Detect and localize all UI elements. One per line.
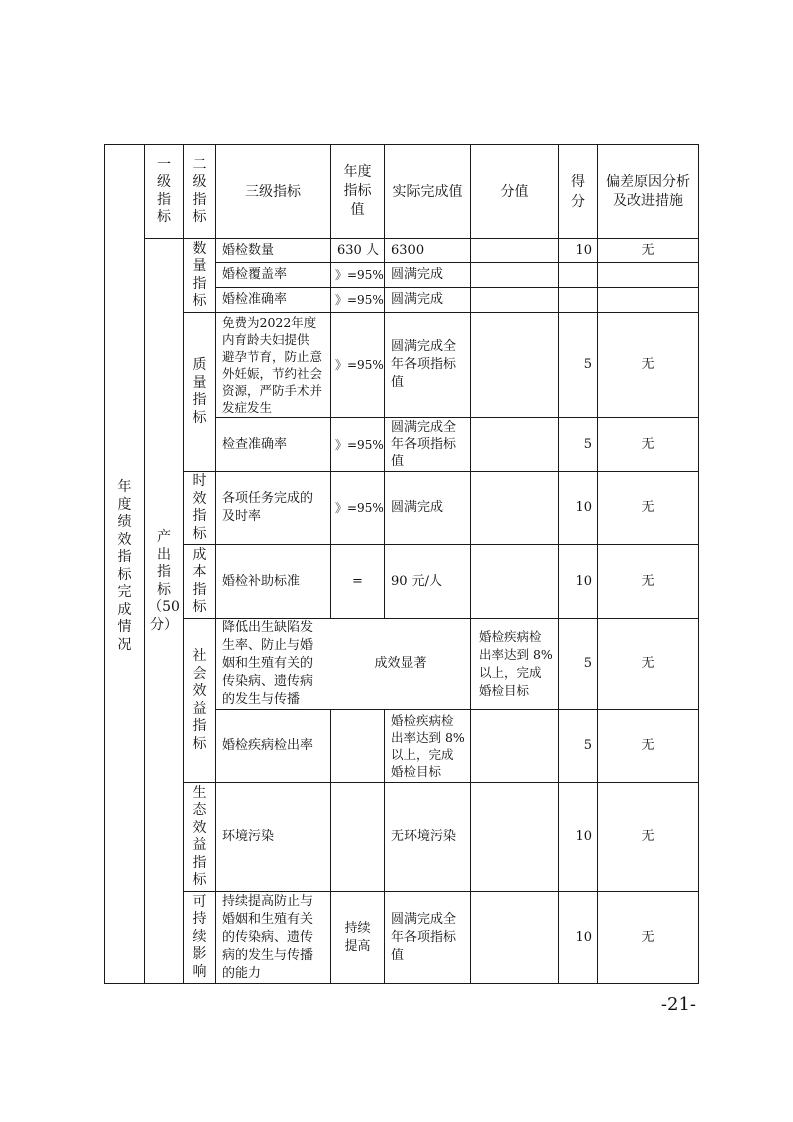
row-analysis: 无 — [641, 436, 655, 452]
row-actual-value: 圆满完成 — [391, 500, 444, 515]
row-target-value: 》=95% — [335, 268, 384, 282]
row-analysis: 无 — [641, 738, 655, 753]
row-score: 10 — [575, 500, 592, 515]
row-target-value: 630 人 — [337, 242, 379, 258]
row-score: 5 — [583, 357, 592, 372]
row-score: 5 — [583, 738, 592, 753]
row-level3-indicator: 降低出生缺陷发 生率、防止与婚 姻和生殖有关的 传染病、遗传病 的发生与传播 — [222, 620, 314, 707]
row-analysis: 无 — [641, 500, 655, 515]
group-label-cost: 成 本 指 标 — [192, 546, 207, 615]
row-analysis: 无 — [641, 829, 655, 844]
row-score: 10 — [575, 829, 592, 844]
row-actual-value: 6300 — [391, 242, 425, 258]
row-actual-value: 无环境污染 — [391, 829, 457, 844]
group-label-social-benefit: 社 会 效 益 指 标 — [192, 648, 207, 752]
header-score-value: 分值 — [500, 183, 529, 200]
page-number: -21- — [660, 994, 696, 1015]
header-target-value: 年度 指标 值 — [343, 164, 372, 218]
section-label: 年 度 绩 效 指 标 完 成 情 况 — [117, 479, 132, 653]
row-level3-indicator: 婚检覆盖率 — [222, 267, 288, 282]
group-label-sustainability: 可 持 续 影 响 — [192, 893, 207, 980]
row-score: 10 — [575, 929, 592, 945]
header-analysis: 偏差原因分析 及改进措施 — [606, 173, 690, 209]
row-target-value: 》=95% — [335, 501, 384, 515]
row-level3-indicator: 婚检疾病检出率 — [222, 738, 314, 753]
row-score: 10 — [575, 242, 592, 258]
header-level1: 一 级 指 标 — [157, 156, 171, 225]
row-analysis: 无 — [641, 929, 655, 945]
header-actual-value: 实际完成值 — [392, 183, 463, 200]
row-target-value: 持续 提高 — [344, 920, 371, 954]
row-level3-indicator: 持续提高防止与 婚姻和生殖有关 的传染病、遗传 病的发生与传播 的能力 — [222, 893, 314, 981]
row-score: 10 — [575, 573, 592, 589]
level1-indicator-label: 产 出 指 标 （50 分） — [148, 529, 180, 633]
row-target-actual-merged: 成效显著 — [374, 656, 427, 671]
row-actual-value: 90 元/人 — [391, 573, 443, 589]
row-actual-value: 圆满完成 — [391, 292, 444, 307]
header-score: 得 分 — [571, 173, 585, 210]
group-label-ecological-benefit: 生 态 效 益 指 标 — [192, 784, 207, 888]
row-analysis: 无 — [641, 573, 655, 589]
row-analysis: 无 — [641, 242, 655, 258]
row-score: 5 — [583, 656, 592, 671]
row-level3-indicator: 婚检准确率 — [222, 292, 288, 307]
row-actual-value: 圆满完成 — [391, 267, 444, 282]
row-level3-indicator: 婚检补助标准 — [222, 573, 301, 589]
row-actual-value: 圆满完成全 年各项指标 值 — [391, 339, 457, 390]
row-target-value: 》=95% — [335, 358, 384, 372]
row-level3-indicator: 婚检数量 — [222, 242, 275, 258]
row-level3-indicator: 免费为2022年度 内育龄夫妇提供 避孕节育，防止意 外妊娠，节约社会 资源，严防手术并 发症发生 — [222, 315, 323, 415]
row-score: 5 — [583, 436, 592, 452]
header-level3: 三级指标 — [245, 183, 301, 200]
row-score-value: 婚检疾病检 出率达到 8% 以上，完成 婚检目标 — [479, 629, 553, 698]
row-target-value: 》=95% — [335, 437, 384, 452]
row-level3-indicator: 环境污染 — [222, 829, 275, 844]
row-actual-value: 婚检疾病检 出率达到 8% 以上，完成 婚检目标 — [391, 713, 465, 779]
row-analysis: 无 — [641, 656, 655, 671]
group-label-quality: 质 量 指 标 — [192, 357, 207, 426]
group-label-quantity: 数 量 指 标 — [192, 240, 207, 309]
row-actual-value: 圆满完成全 年各项指标 值 — [391, 911, 457, 963]
row-target-value: 》=95% — [335, 293, 384, 307]
row-level3-indicator: 检查准确率 — [222, 436, 288, 452]
row-analysis: 无 — [641, 357, 655, 372]
group-label-timeliness: 时 效 指 标 — [192, 473, 207, 542]
row-level3-indicator: 各项任务完成的 及时率 — [222, 491, 314, 524]
row-target-value: = — [352, 573, 363, 589]
header-level2: 二 级 指 标 — [192, 156, 207, 225]
row-actual-value: 圆满完成全 年各项指标 值 — [391, 420, 457, 469]
